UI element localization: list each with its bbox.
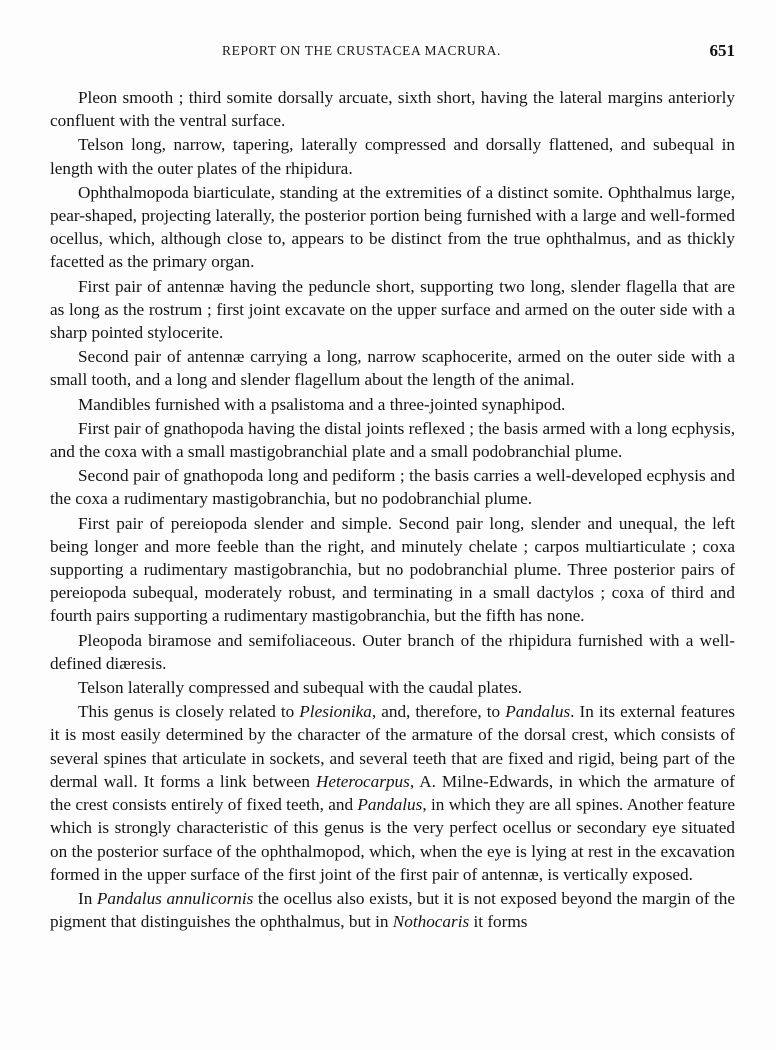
italic-taxon-name: Plesionika bbox=[299, 702, 372, 722]
running-head bbox=[50, 43, 735, 65]
italic-taxon-name: Pandalus bbox=[505, 702, 571, 722]
paragraph-pandalus-annulicornis bbox=[50, 887, 735, 933]
running-title: REPORT ON THE CRUSTACEA MACRURA. bbox=[222, 43, 501, 58]
text-run: the ocellus also exists, but it is not exposed beyond the margin of the pigment that distinguishes the ophthalmus, but in bbox=[50, 888, 736, 932]
paragraph-second-gnathopoda: Second pair of gnathopoda long and pediform ; the basis carries a well-developed ecphysis and the coxa a rudimentary mastigobranchia, but no podobranchial plume. bbox=[50, 466, 735, 509]
paragraph-telson: Telson long, narrow, tapering, laterally compressed and dorsally flattened, and subequal in length with the outer plates of the rhipidura. bbox=[50, 135, 735, 178]
paragraph-mandibles: Mandibles furnished with a psalistoma and a three-jointed synaphipod. bbox=[78, 394, 566, 414]
paragraph-pleopoda: Pleopoda biramose and semifoliaceous. Outer branch of the rhipidura furnished with a well-defined diæresis. bbox=[50, 630, 735, 673]
text-run: it forms bbox=[469, 912, 528, 932]
text-run: , in which they are all spines. Another feature which is strongly characteristic of this genus is the very perfect ocellus or secondary eye situated on the posterior surface of the ophthalmopod, which, when the eye is lying at rest in the excavation formed in the upper surface of the first joint of the first pair of antennæ, is vertically exposed. bbox=[50, 795, 735, 884]
page-number: 651 bbox=[709, 41, 735, 60]
text-run: , A. Milne-Edwards, in which the armature of the crest consists entirely of fixed teeth, and bbox=[50, 771, 735, 815]
italic-taxon-name: Heterocarpus bbox=[315, 771, 410, 791]
paragraph-second-antennae: Second pair of antennæ carrying a long, narrow scaphocerite, armed on the outer side with a small tooth, and a long and slender flagellum about the length of the animal. bbox=[50, 347, 735, 390]
italic-taxon-name: Nothocaris bbox=[392, 912, 470, 932]
paragraph-genus-relation bbox=[50, 700, 735, 886]
text-run: , and, therefore, to bbox=[371, 702, 506, 722]
paragraph-pereiopoda: First pair of pereiopoda slender and simple. Second pair long, slender and unequal, the left being longer and more feeble than the right, and minutely chelate ; carpos multiarticulate ; coxa supporting a rudimentary mastigobranchia, but no podobranchial plume. Three posterior pairs of pereiopoda subequal, moderately robust, and terminating in a small dactylos ; coxa of third and fourth pairs supporting a rudimentary mastigobranchia, but the fifth has none. bbox=[50, 513, 735, 626]
paragraph-first-gnathopoda: First pair of gnathopoda having the distal joints reflexed ; the basis armed with a long ecphysis, and the coxa with a small mastigobranchial plate and a small podobranchial plume. bbox=[50, 418, 735, 462]
paragraph-first-antennae: First pair of antennæ having the peduncle short, supporting two long, slender flagella that are as long as the rostrum ; first joint excavate on the upper surface and armed on the outer side with a sharp pointed stylocerite. bbox=[50, 276, 735, 343]
text-run: . In its external features it is most easily determined by the character of the armature of the dorsal crest, which consists of several spines that articulate in sockets, and several teeth that are fixed and rigid, being part of the dermal wall. It forms a link between bbox=[50, 702, 735, 791]
italic-taxon-name: Pandalus bbox=[357, 795, 423, 815]
italic-taxon-name: Pandalus annulicornis bbox=[96, 888, 254, 908]
text-run: In bbox=[78, 888, 97, 908]
text-run: This genus is closely related to bbox=[78, 702, 300, 722]
paragraph-pleon: Pleon smooth ; third somite dorsally arcuate, sixth short, having the lateral margins anteriorly confluent with the ventral surface. bbox=[50, 88, 735, 131]
body-text bbox=[50, 86, 735, 933]
paragraph-telson-caudal: Telson laterally compressed and subequal with the caudal plates. bbox=[78, 678, 523, 698]
paragraph-ophthalmopoda: Ophthalmopoda biarticulate, standing at the extremities of a distinct somite. Ophthalmus large, pear-shaped, projecting laterally, the posterior portion being furnished with a large and well-formed ocellus, which, although close to, appears to be distinct from the true ophthalmus, and as thickly facetted as the primary organ. bbox=[50, 182, 735, 272]
